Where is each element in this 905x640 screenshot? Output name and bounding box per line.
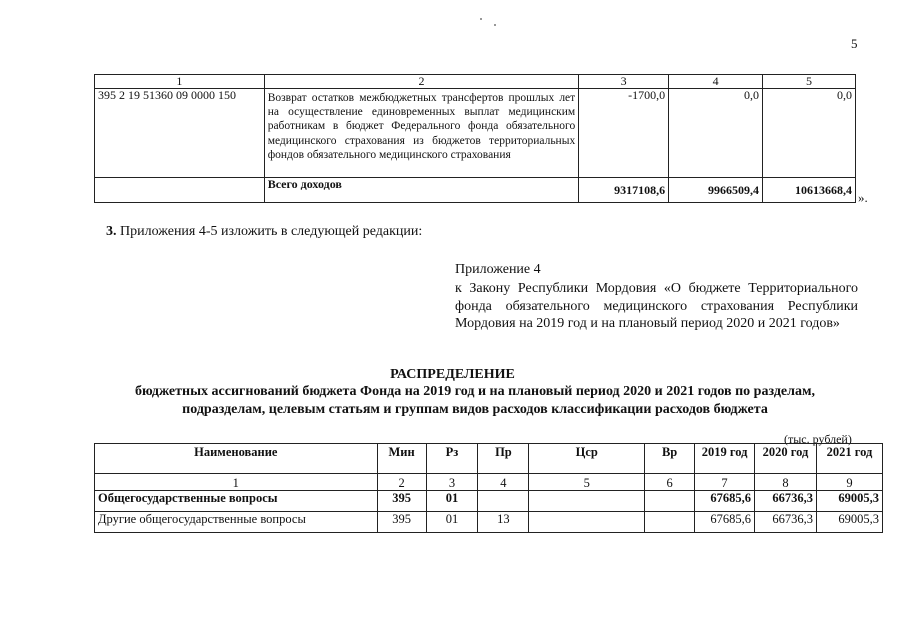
column-number: 7 bbox=[695, 474, 755, 491]
header-cell: 4 bbox=[669, 75, 763, 89]
section-text: Приложения 4-5 изложить в следующей редакции: bbox=[120, 224, 423, 239]
distribution-subtitle: бюджетных ассигнований бюджета Фонда на 2019 год и на плановый период 2020 и 2021 годов по разделам, подразделам, целевым статьям и группам видов расходов классификации расходов бюджета bbox=[134, 384, 816, 417]
header-2020: 2020 год bbox=[755, 444, 817, 474]
column-number: 9 bbox=[816, 474, 882, 491]
row-pr: 13 bbox=[478, 512, 529, 533]
closing-quote: ». bbox=[858, 190, 868, 205]
row-rz: 01 bbox=[426, 512, 478, 533]
total-label: Всего доходов bbox=[264, 178, 579, 203]
section-heading bbox=[106, 224, 422, 240]
page-number: 5 bbox=[851, 36, 858, 51]
row-2021: 69005,3 bbox=[816, 512, 882, 533]
budget-code: 395 2 19 51360 09 0000 150 bbox=[95, 89, 265, 178]
header-cell: 1 bbox=[95, 75, 265, 89]
row-vr bbox=[645, 491, 695, 512]
distribution-title: РАСПРЕДЕЛЕНИЕ bbox=[390, 367, 515, 382]
column-number: 2 bbox=[377, 474, 426, 491]
header-rz: Рз bbox=[426, 444, 478, 474]
header-2019: 2019 год bbox=[695, 444, 755, 474]
annex-text: к Закону Республики Мордовия «О бюджете Территориального фонда обязательного медицинского страхования Республики Мордовия на 2019 год и на плановый период 2020 и 2021 годов» bbox=[455, 281, 858, 331]
column-numbers-row bbox=[95, 474, 883, 491]
row-pr bbox=[478, 491, 529, 512]
total-2021: 10613668,4 bbox=[763, 178, 856, 203]
section-number: 3. bbox=[106, 224, 117, 239]
column-number: 8 bbox=[755, 474, 817, 491]
header-cell: 2 bbox=[264, 75, 579, 89]
row-description: Возврат остатков межбюджетных трансфертов прошлых лет на осуществление единовременных выплат медицинским работникам в бюджет Федерального фонда обязательного медицинского страхования из бюджетов территориальных фондов обязательного медицинского страхования bbox=[264, 89, 579, 178]
row-name: Общегосударственные вопросы bbox=[95, 491, 378, 512]
allocation-table bbox=[94, 443, 883, 533]
scan-artifact bbox=[480, 18, 482, 20]
column-number: 4 bbox=[478, 474, 529, 491]
value-2020: 0,0 bbox=[669, 89, 763, 178]
column-number: 6 bbox=[645, 474, 695, 491]
units-label: (тыс. рублей) bbox=[784, 432, 852, 446]
header-pr: Пр bbox=[478, 444, 529, 474]
row-2020: 66736,3 bbox=[755, 512, 817, 533]
column-number: 1 bbox=[95, 474, 378, 491]
column-number: 3 bbox=[426, 474, 478, 491]
header-2021: 2021 год bbox=[816, 444, 882, 474]
row-2019: 67685,6 bbox=[695, 512, 755, 533]
annex-title: Приложение 4 bbox=[455, 262, 541, 277]
value-2021: 0,0 bbox=[763, 89, 856, 178]
table-row bbox=[95, 491, 883, 512]
row-2019: 67685,6 bbox=[695, 491, 755, 512]
row-min: 395 bbox=[377, 512, 426, 533]
empty-cell bbox=[95, 178, 265, 203]
revenue-table bbox=[94, 74, 856, 203]
row-min: 395 bbox=[377, 491, 426, 512]
header-cell: 5 bbox=[763, 75, 856, 89]
value-2019: -1700,0 bbox=[579, 89, 669, 178]
row-name: Другие общегосударственные вопросы bbox=[95, 512, 378, 533]
total-2020: 9966509,4 bbox=[669, 178, 763, 203]
header-vr: Вр bbox=[645, 444, 695, 474]
total-row bbox=[95, 178, 856, 203]
row-csr bbox=[529, 491, 645, 512]
header-min: Мин bbox=[377, 444, 426, 474]
row-2021: 69005,3 bbox=[816, 491, 882, 512]
header-csr: Цср bbox=[529, 444, 645, 474]
revenue-table-header bbox=[95, 75, 856, 89]
row-vr bbox=[645, 512, 695, 533]
table-row bbox=[95, 89, 856, 178]
scan-artifact bbox=[494, 24, 496, 26]
header-cell: 3 bbox=[579, 75, 669, 89]
total-2019: 9317108,6 bbox=[579, 178, 669, 203]
table-row bbox=[95, 512, 883, 533]
column-number: 5 bbox=[529, 474, 645, 491]
header-name: Наименование bbox=[95, 444, 378, 474]
row-csr bbox=[529, 512, 645, 533]
allocation-table-header bbox=[95, 444, 883, 474]
row-2020: 66736,3 bbox=[755, 491, 817, 512]
row-rz: 01 bbox=[426, 491, 478, 512]
